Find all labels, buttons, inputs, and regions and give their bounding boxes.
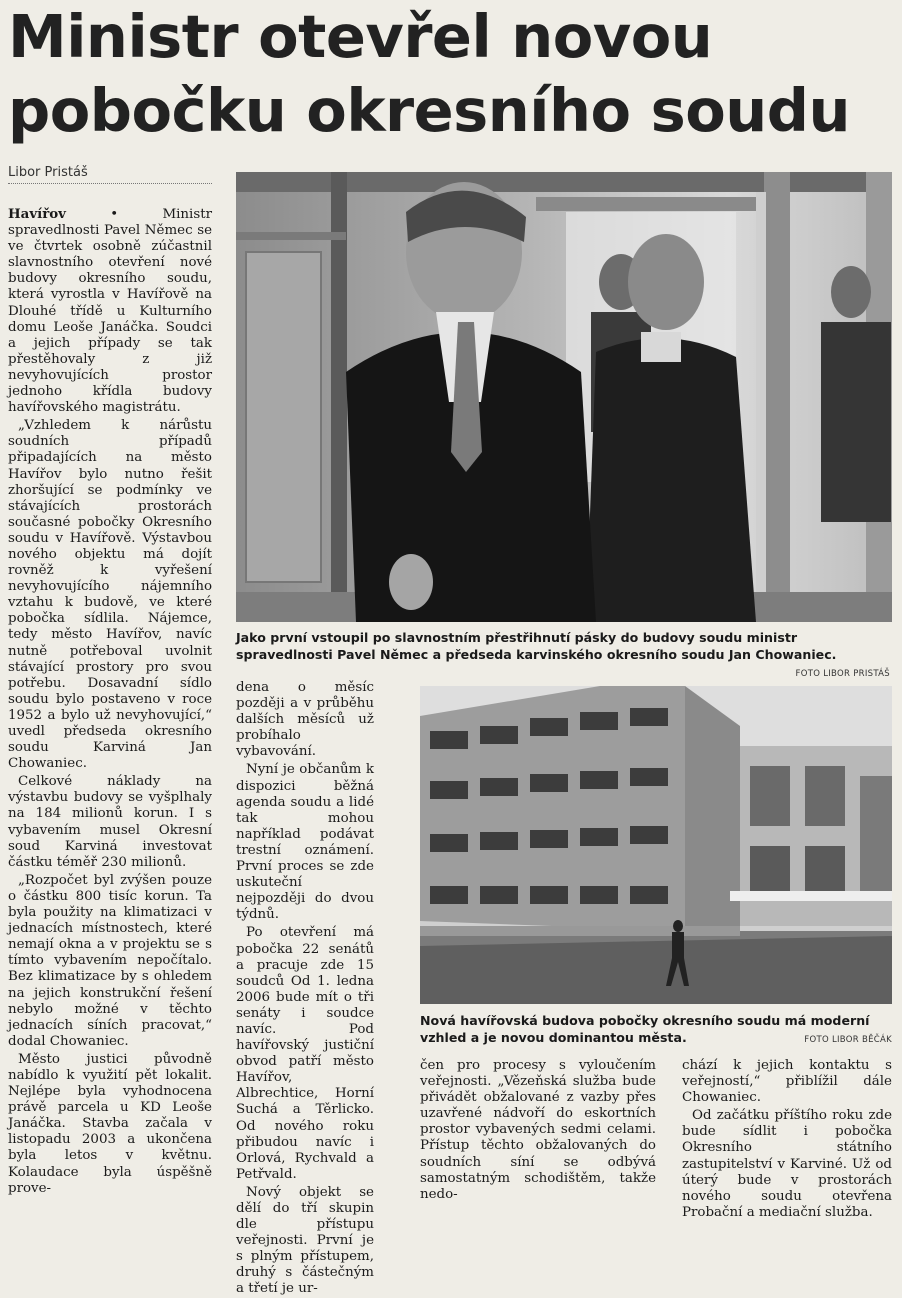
photo-2-credit: FOTO LIBOR BĚČÁK [804, 1035, 892, 1045]
article-paragraph: Od začátku příštího roku zde bude sídlit i pobočka Okresního státního zastupitelství v Karviné. Už od úterý bude v prostorách nového soudu otevřena Probační a mediační služba. [682, 1108, 892, 1220]
article-column-3 [420, 1058, 656, 1204]
headline [8, 0, 898, 148]
article-paragraph: Celkové náklady na výstavbu budovy se vyšplhaly na 184 milionů korun. I s vybavením musel Okresní soud Karviná investovat částku téměř 230 milionů. [8, 774, 212, 870]
article-paragraph: „Rozpočet byl zvýšen pouze o částku 800 tisíc korun. Ta byla použity na klimatizaci v jednacích místnostech, které nemají okna a v projektu se s tímto vybavením nepočítalo. Bez klimatizace by s ohledem na jejich konstrukční řešení nebylo možné v těchto jednacích síních pracovat,“ dodal Chowaniec. [8, 872, 212, 1049]
photo-building-image [420, 686, 892, 1004]
photo-court-building [420, 686, 892, 1004]
dateline-separator: • [65, 207, 163, 222]
article-paragraph: Město justici původně nabídlo k využití pět lokalit. Nejlépe byla vyhodnocena právě parcela u KD Leoše Janáčka. Stavba začala v listopadu 2003 a ukončena byla letos v květnu. Kolaudace byla úspěšně prove- [8, 1051, 212, 1196]
article-paragraph [8, 206, 212, 416]
article-paragraph: „Vzhledem k nárůstu soudních případů připadajících na město Havířov bylo nutno řešit zhoršující se podmínky ve stávajících prostorách současné pobočky Okresního soudu v Havířově. Výstavbou nového objektu má dojít rovněž k vyřešení nevyhovujícího nájemního vztahu k budově, ve které pobočka sídlila. Nájemce, tedy město Havířov, navíc nutně potřeboval uvolnit stávající prostory pro svou potřebu. Dosavadní sídlo soudu bylo postaveno v roce 1952 a bylo už nevyhovující,“ uvedl předseda okresního soudu Karviná Jan Chowaniec. [8, 418, 212, 772]
article-paragraph: Po otevření má pobočka 22 senátů a pracuje zde 15 soudců Od 1. ledna 2006 bude mít o tři senáty i soudce navíc. Pod havířovský justiční obvod patří město Havířov, Albrechtice, Horní Suchá a Těrlicko. Od nového roku přibudou navíc i Orlová, Rychvald a Petřvald. [236, 925, 374, 1182]
photo-2-caption-text: Nová havířovská budova pobočky okresního soudu má moderní vzhled a je novou dominantou města. [420, 1013, 870, 1045]
dateline-location: Havířov [8, 206, 66, 222]
headline-line-2: pobočku okresního soudu [8, 76, 850, 145]
photo-2-caption [420, 1012, 892, 1049]
article-paragraph: čen pro procesy s vyloučením veřejnosti. „Vězeňská služba bude přivádět obžalované z vazby přes uzavřené nádvoří do eskortních prostor vybavených sedmi celami. Přístup těchto obžalovaných do soudních síní se odbývá samostatným schodištěm, takže nedo- [420, 1058, 656, 1202]
photo-1-credit: FOTO LIBOR PRISTÁŠ [795, 669, 890, 679]
photo-minister-image [236, 172, 892, 622]
photo-minister-entering [236, 172, 892, 622]
article-column-4 [682, 1058, 892, 1220]
headline-line-1: Ministr otevřel novou [8, 2, 713, 71]
article-paragraph: Nyní je občanům k dispozici běžná agenda soudu a lidé tak mohou například podávat trestní oznámení. První proces se zde uskuteční nejpozději do dvou týdnů. [236, 762, 374, 923]
article-column-1 [8, 206, 212, 1202]
lead-text: Ministr spravedlnosti Pavel Němec se ve čtvrtek osobně zúčastnil slavnostního otevření nové budovy okresního soudu, která vyrostla v Havířově na Dlouhé třídě u Kulturního domu Leoše Janáčka. Soudci a jejich případy se tak přestěhovaly z již nevyhovujících prostor jednoho křídla budovy havířovského magistrátu. [8, 207, 212, 416]
article-column-2 [236, 680, 374, 1297]
photo-1-caption [236, 629, 890, 683]
article-paragraph: dena o měsíc později a v průběhu dalších měsíců už probíhalo vybavování. [236, 680, 374, 760]
article-paragraph: chází k jejich kontaktu s veřejností,“ přiblížil dále Chowaniec. [682, 1058, 892, 1106]
photo-1-caption-text: Jako první vstoupil po slavnostním přestřihnutí pásky do budovy soudu ministr spravedlnosti Pavel Němec a předseda karvinského okresního soudu Jan Chowaniec. [236, 630, 837, 662]
byline: Libor Pristáš [8, 165, 212, 184]
article-paragraph: Nový objekt se dělí do tří skupin dle přístupu veřejnosti. První je s plným přístupem, druhý s částečným a třetí je ur- [236, 1184, 374, 1297]
